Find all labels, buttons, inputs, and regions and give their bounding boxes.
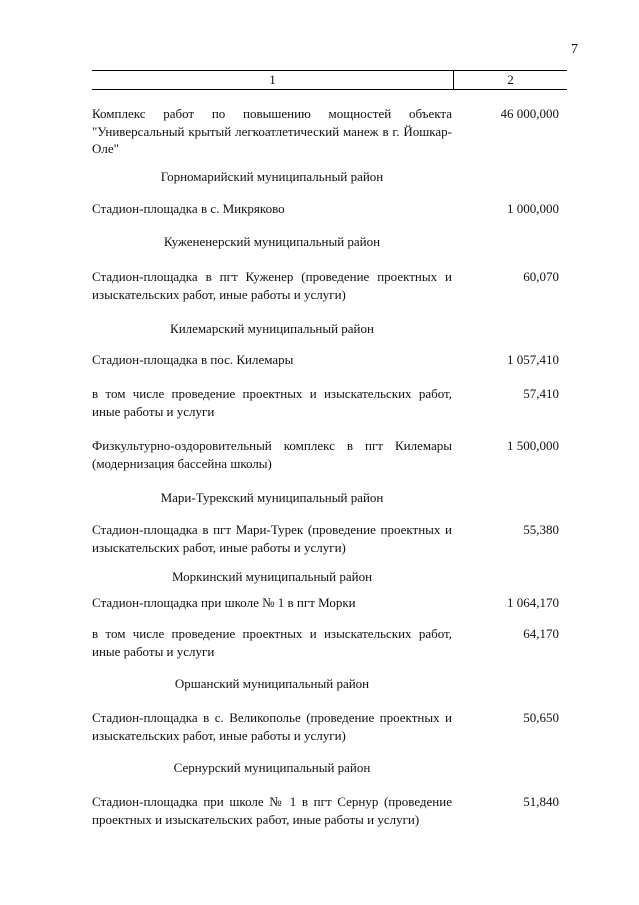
- table-row: [92, 709, 562, 744]
- table-row: [92, 793, 562, 828]
- row-text: Стадион-площадка в пгт Мари-Турек (проведение проектных и изыскательских работ, иные работы и услуги): [92, 522, 452, 555]
- row-text: Стадион-площадка в пос. Килемары: [92, 352, 294, 367]
- row-text: Стадион-площадка в с. Великополье (проведение проектных и изыскательских работ, иные работы и услуги): [92, 710, 452, 743]
- row-value: 57,410: [523, 386, 559, 401]
- section-heading: Сернурский муниципальный район: [173, 760, 371, 775]
- section-heading: Моркинский муниципальный район: [171, 569, 373, 584]
- row-value: 51,840: [523, 794, 559, 809]
- row-value: 46 000,000: [500, 106, 559, 121]
- header-col-2: 2: [507, 72, 514, 87]
- header-col-1: 1: [269, 72, 276, 87]
- row-text: Стадион-площадка при школе № 1 в пгт Сернур (проведение проектных и изыскательских работ, иные работы и услуги): [92, 794, 452, 827]
- section-heading: Килемарский муниципальный район: [170, 321, 374, 336]
- table-row: [92, 385, 562, 420]
- table-row: [92, 268, 562, 303]
- row-value: 55,380: [523, 522, 559, 537]
- row-value: 1 064,170: [507, 595, 559, 610]
- table-row: [92, 625, 562, 660]
- row-value: 1 500,000: [507, 438, 559, 453]
- table-header: [92, 70, 567, 90]
- section-heading: Оршанский муниципальный район: [174, 676, 370, 691]
- row-value: 1 057,410: [507, 352, 559, 367]
- row-text: Комплекс работ по повышению мощностей объекта "Универсальный крытый легкоатлетический манеж в г. Йошкар-Оле": [92, 106, 452, 156]
- section-heading: Мари-Турекский муниципальный район: [160, 490, 384, 505]
- section-heading: Кужененерский муниципальный район: [163, 234, 381, 249]
- table-row: [92, 200, 562, 218]
- row-text: Стадион-площадка при школе № 1 в пгт Морки: [92, 595, 356, 610]
- table-row: [92, 351, 562, 369]
- table-row: [92, 437, 562, 472]
- table-row: [92, 105, 562, 158]
- row-text: Стадион-площадка в с. Микряково: [92, 201, 285, 216]
- table-row: [92, 521, 562, 556]
- row-value: 64,170: [523, 626, 559, 641]
- row-value: 50,650: [523, 710, 559, 725]
- page-number: 7: [571, 42, 578, 57]
- row-text: Физкультурно-оздоровительный комплекс в пгт Килемары (модернизация бассейна школы): [92, 438, 452, 471]
- section-heading: Горномарийский муниципальный район: [160, 169, 384, 184]
- row-text: в том числе проведение проектных и изыскательских работ, иные работы и услуги: [92, 386, 452, 419]
- row-value: 60,070: [523, 269, 559, 284]
- row-value: 1 000,000: [507, 201, 559, 216]
- row-text: в том числе проведение проектных и изыскательских работ, иные работы и услуги: [92, 626, 452, 659]
- table-row: [92, 594, 562, 612]
- row-text: Стадион-площадка в пгт Куженер (проведение проектных и изыскательских работ, иные работы и услуги): [92, 269, 452, 302]
